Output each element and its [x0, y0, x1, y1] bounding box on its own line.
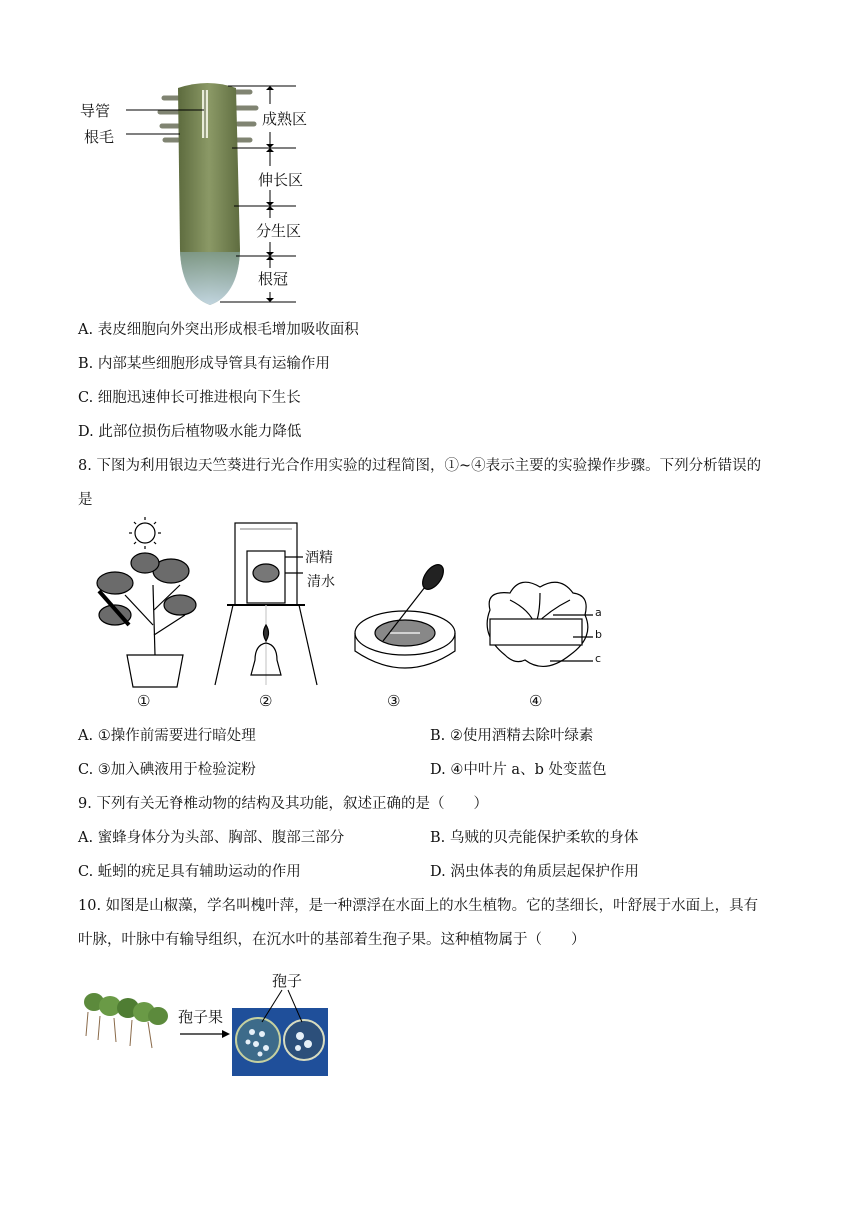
- q8-option-c: C. ③加入碘液用于检验淀粉: [78, 762, 256, 778]
- label-vessel: 导管: [80, 102, 111, 120]
- q8-option-a: A. ①操作前需要进行暗处理: [78, 728, 256, 744]
- q9-option-a: A. 蜜蜂身体分为头部、胸部、腹部三部分: [78, 830, 345, 846]
- label-zone-maturation: 成熟区: [262, 110, 308, 128]
- label-zone-elongation: 伸长区: [258, 171, 304, 189]
- q10-stem-line2: 叶脉，叶脉中有输导组织，在沉水叶的基部着生孢子果。这种植物属于（ ）: [78, 932, 586, 948]
- root-tip-figure: [70, 70, 330, 315]
- photosynthesis-experiment-figure: [85, 515, 625, 715]
- q7-option-d: D. 此部位损伤后植物吸水能力降低: [78, 424, 302, 440]
- step-1-marker: ①: [137, 692, 151, 710]
- salvinia-figure: [82, 968, 342, 1080]
- q7-option-c: C. 细胞迅速伸长可推进根向下生长: [78, 390, 301, 406]
- label-zone-meristem: 分生区: [256, 222, 302, 240]
- sun-icon: [129, 517, 161, 549]
- q8-stem-line2: 是: [78, 492, 93, 508]
- label-spore: 孢子: [272, 972, 303, 990]
- q8-option-d: D. ④中叶片 a、b 处变蓝色: [430, 762, 607, 778]
- q9-option-c: C. 蚯蚓的疣足具有辅助运动的作用: [78, 864, 301, 880]
- q10-stem-line1: 10. 如图是山椒藻，学名叫槐叶萍，是一种漂浮在水面上的水生植物。它的茎细长，叶舒展于水面上，具有: [78, 898, 759, 914]
- label-b: b: [595, 628, 602, 641]
- label-c: c: [595, 652, 602, 665]
- q9-option-d: D. 涡虫体表的角质层起保护作用: [430, 864, 639, 880]
- q9-stem: 9. 下列有关无脊椎动物的结构及其功能，叙述正确的是（ ）: [78, 796, 488, 812]
- step-3-marker: ③: [387, 692, 401, 710]
- label-sporocarp: 孢子果: [178, 1008, 224, 1026]
- experiment-illustration: [85, 515, 625, 715]
- q8-stem-line1: 8. 下图为利用银边天竺葵进行光合作用实验的过程简图，①~④表示主要的实验操作步骤。下列分析错误的: [78, 458, 762, 474]
- q7-option-b: B. 内部某些细胞形成导管具有运输作用: [78, 356, 330, 372]
- label-zone-cap: 根冠: [258, 270, 289, 288]
- label-alcohol: 酒精: [305, 550, 333, 566]
- label-water: 清水: [307, 574, 335, 590]
- step-2-marker: ②: [259, 692, 273, 710]
- q9-option-b: B. 乌贼的贝壳能保护柔软的身体: [430, 830, 639, 846]
- label-root-hair: 根毛: [84, 128, 115, 146]
- q7-option-a: A. 表皮细胞向外突出形成根毛增加吸收面积: [78, 322, 359, 338]
- q8-option-b: B. ②使用酒精去除叶绿素: [430, 728, 594, 744]
- label-a: a: [595, 606, 602, 619]
- step-4-marker: ④: [529, 692, 543, 710]
